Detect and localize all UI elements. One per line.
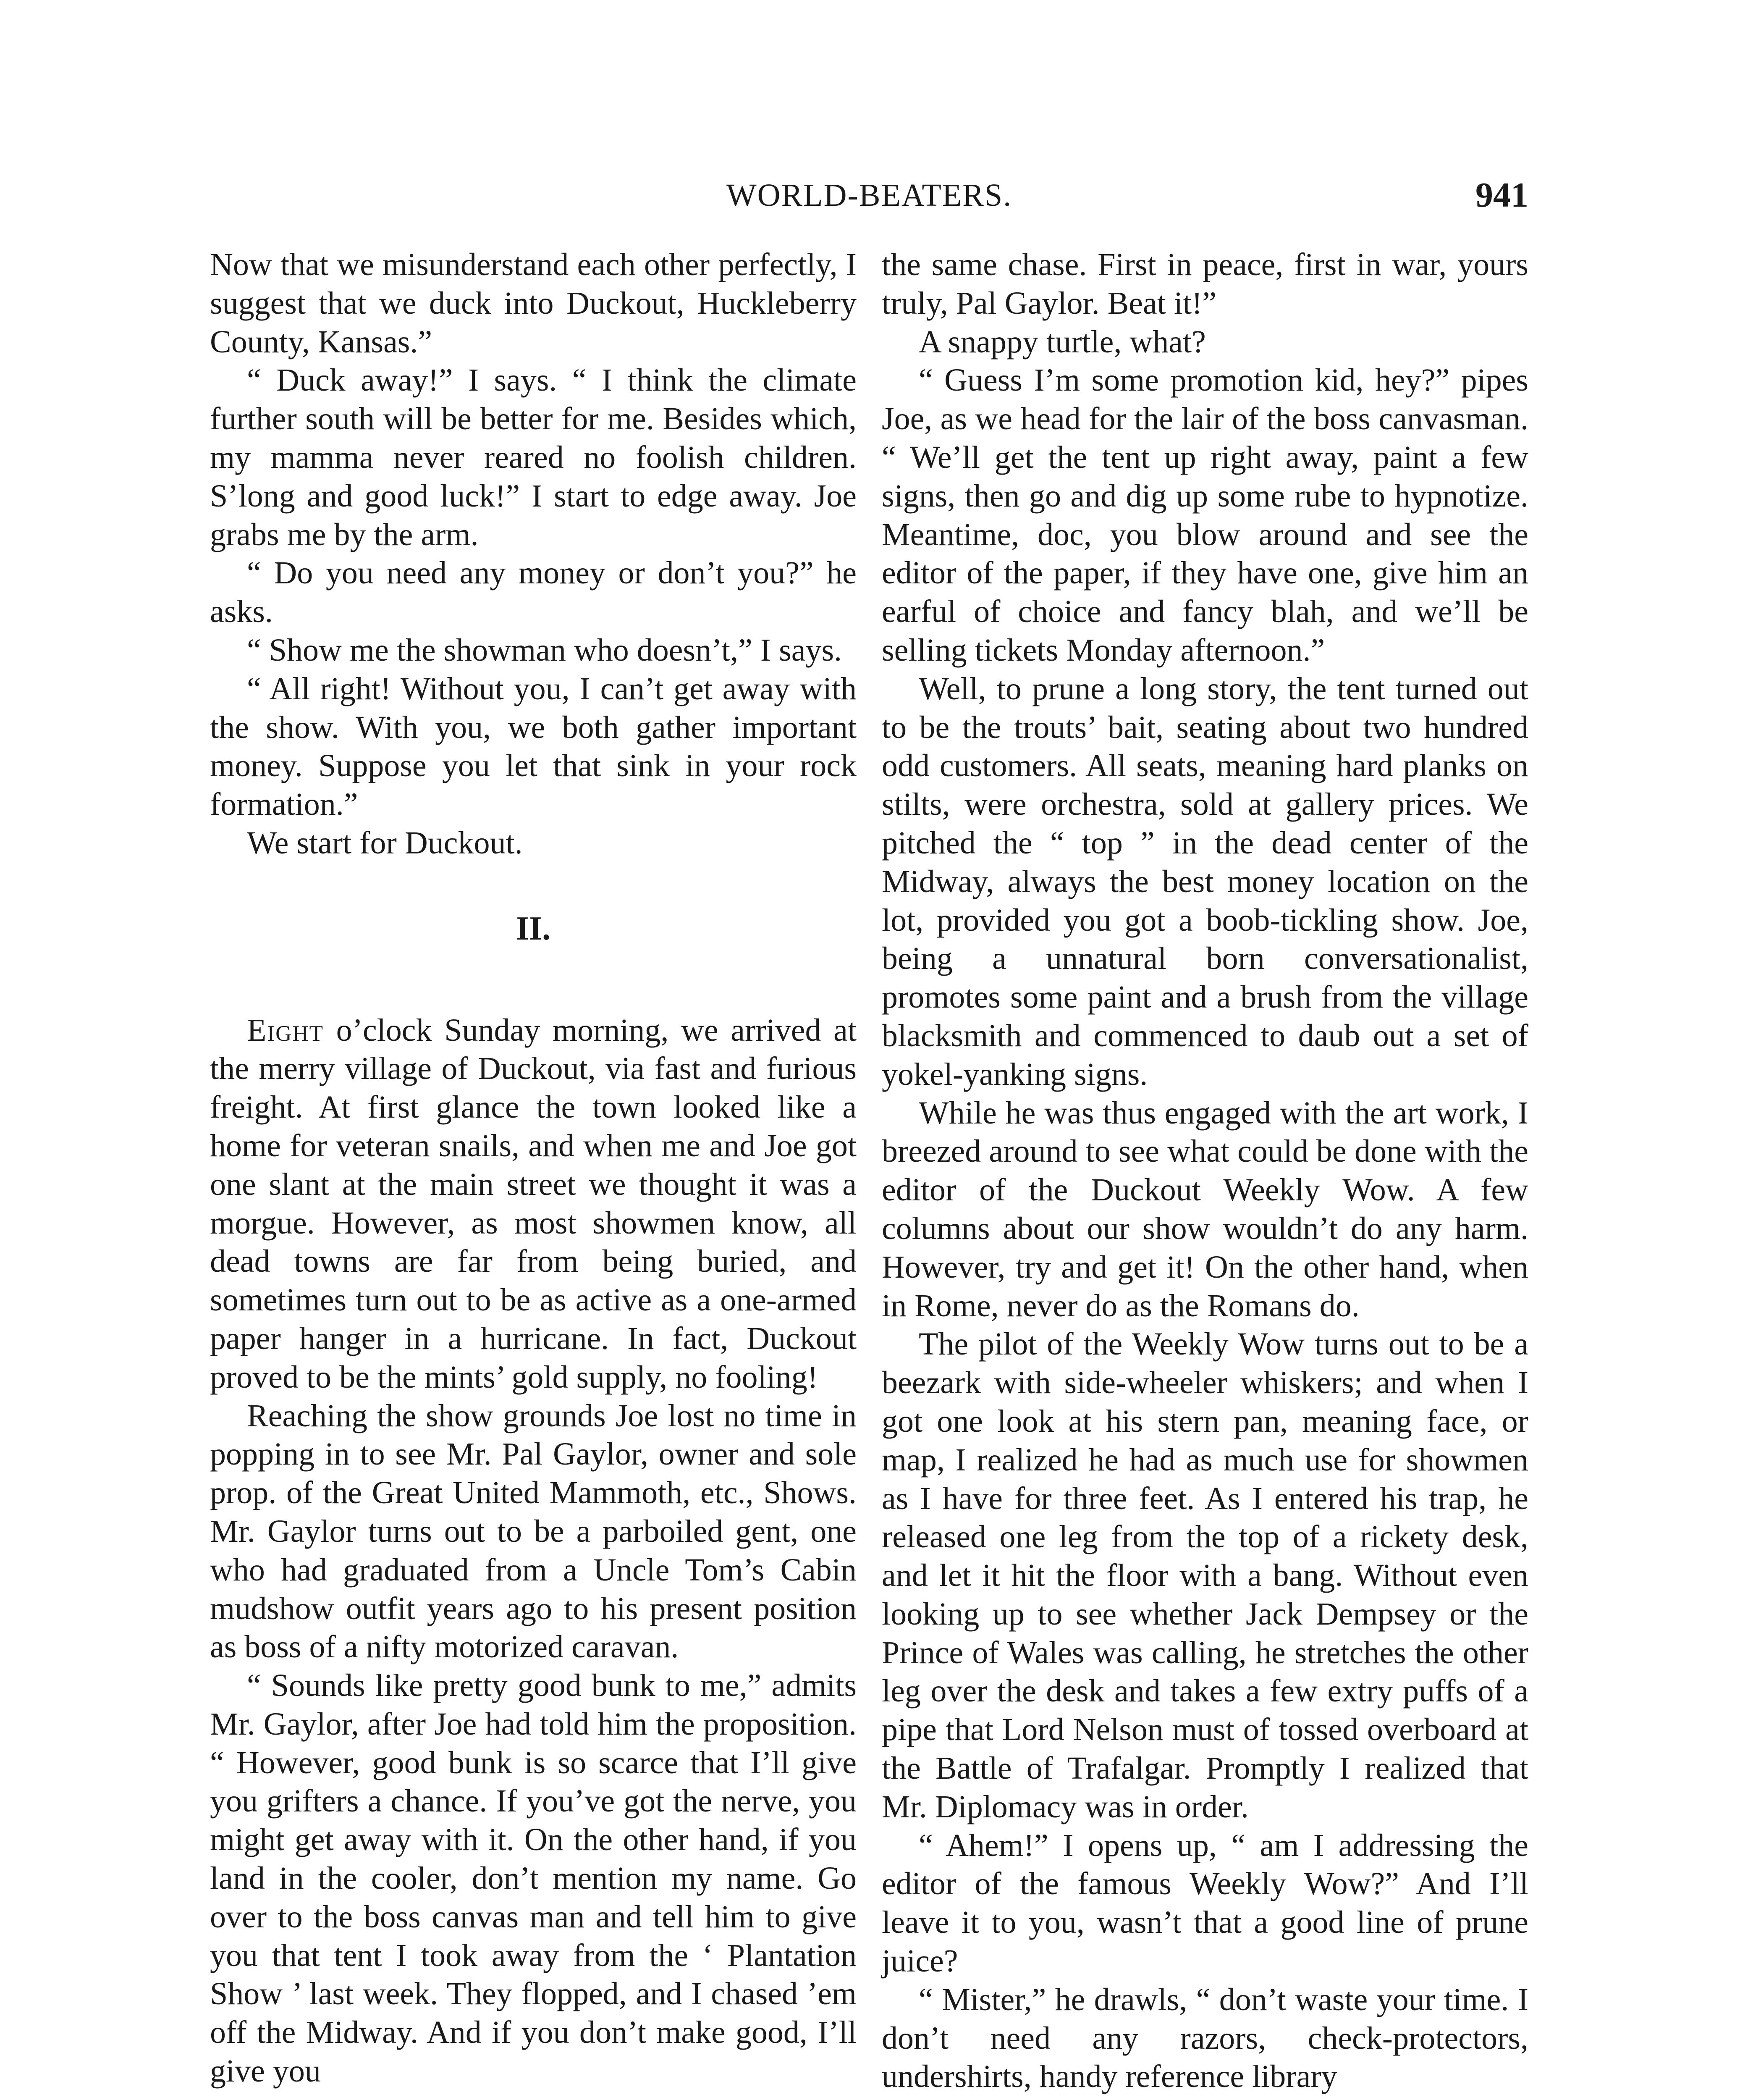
paragraph: “ Duck away!” I says. “ I think the climate further south will be better for me. Besides which, my mamma never reared no foolish children. S’long and good luck!” I start to edge away. Joe grabs me by the arm. [210,362,857,552]
running-head [210,170,1528,220]
right-column [882,246,1528,2096]
paragraph: “ Mister,” he drawls, “ don’t waste your time. I don’t need any razors, check-protectors, undershirts, handy reference library [882,1982,1528,2095]
paragraph: “ Sounds like pretty good bunk to me,” admits Mr. Gaylor, after Joe had told him the proposition. “ However, good bunk is so scarce that I’ll give you grifters a chance. If you’ve got the nerve, you might get away with it. On the other hand, if you land in the cooler, don’t mention my name. Go over to the boss canvas man and tell him to give you that tent I took away from the ‘ Plantation Show ’ last week. They flopped, and I chased ’em off the Midway. And if you don’t make good, I’ll give you [210,1668,857,2089]
paragraph: Now that we misunderstand each other perfectly, I suggest that we duck into Duckout, Huckleberry County, Kansas.” [210,247,857,360]
paragraph: A snappy turtle, what? [919,324,1206,360]
paragraph [210,1011,857,1397]
paragraph: We start for Duckout. [247,825,523,861]
paragraph: “ Ahem!” I opens up, “ am I addressing the editor of the famous Weekly Wow?” And I’ll leave it to you, wasn’t that a good line of prune juice? [882,1827,1528,1979]
page-number: 941 [1475,176,1528,215]
paragraph: “ Show me the showman who doesn’t,” I says. [247,632,842,668]
paragraph: “ Do you need any money or don’t you?” he asks. [210,555,857,630]
paragraph: “ Guess I’m some promotion kid, hey?” pipes Joe, as we head for the lair of the boss canvasman. “ We’ll get the tent up right away, paint a few signs, then go and dig up some rube to hypnotize. Meantime, doc, you blow around and see the editor of the paper, if they have one, give him an earful of choice and fancy blah, and we’ll be selling tickets Monday afternoon.” [882,362,1528,668]
paragraph: Reaching the show grounds Joe lost no time in popping in to see Mr. Pal Gaylor, owner and sole prop. of the Great United Mammoth, etc., Shows. Mr. Gaylor turns out to be a parboiled gent, one who had graduated from a Uncle Tom’s Cabin mudshow outfit years ago to his present position as boss of a nifty motorized caravan. [210,1398,857,1665]
paragraph: “ All right! Without you, I can’t get away with the show. With you, we both gather important money. Suppose you let that sink in your rock formation.” [210,671,857,822]
paragraph: the same chase. First in peace, first in war, yours truly, Pal Gaylor. Beat it!” [882,247,1528,321]
paragraph-text: o’clock Sunday morning, we arrived at the merry village of Duckout, via fast and furious freight. At first glance the town looked like a home for veteran snails, and when me and Joe got one slant at the main street we thought it was a morgue. However, as most showmen know, all dead towns are far from being buried, and sometimes turn out to be as active as a one-armed paper hanger in a hurricane. In fact, Duckout proved to be the mints’ gold supply, no fooling! [210,1012,857,1395]
paragraph: The pilot of the Weekly Wow turns out to be a beezark with side-wheeler whiskers; and when I got one look at his stern pan, meaning face, or map, I realized he had as much use for showmen as I have for three feet. As I entered his trap, he released one leg from the top of a rickety desk, and let it hit the floor with a bang. Without even looking up to see whether Jack Dempsey or the Prince of Wales was calling, he stretches the other leg over the desk and takes a few extry puffs of a pipe that Lord Nelson must of tossed overboard at the Battle of Trafalgar. Promptly I realized that Mr. Diplomacy was in order. [882,1326,1528,1824]
left-column [210,246,857,2091]
lead-word: Eight [247,1012,324,1048]
running-title: WORLD-BEATERS. [726,178,1012,213]
paragraph: While he was thus engaged with the art work, I breezed around to see what could be done with the editor of the Duckout Weekly Wow. A few columns about our show wouldn’t do any harm. However, try and get it! On the other hand, when in Rome, never do as the Romans do. [882,1095,1528,1323]
section-heading: II. [516,910,551,947]
paragraph: Well, to prune a long story, the tent turned out to be the trouts’ bait, seating about two hundred odd customers. All seats, meaning hard planks on stilts, were orchestra, sold at gallery prices. We pitched the “ top ” in the dead center of the Midway, always the best money location on the lot, provided you got a boob-tickling show. Joe, being a unnatural born conversationalist, promotes some paint and a brush from the village blacksmith and commenced to daub out a set of yokel-yanking signs. [882,671,1528,1092]
